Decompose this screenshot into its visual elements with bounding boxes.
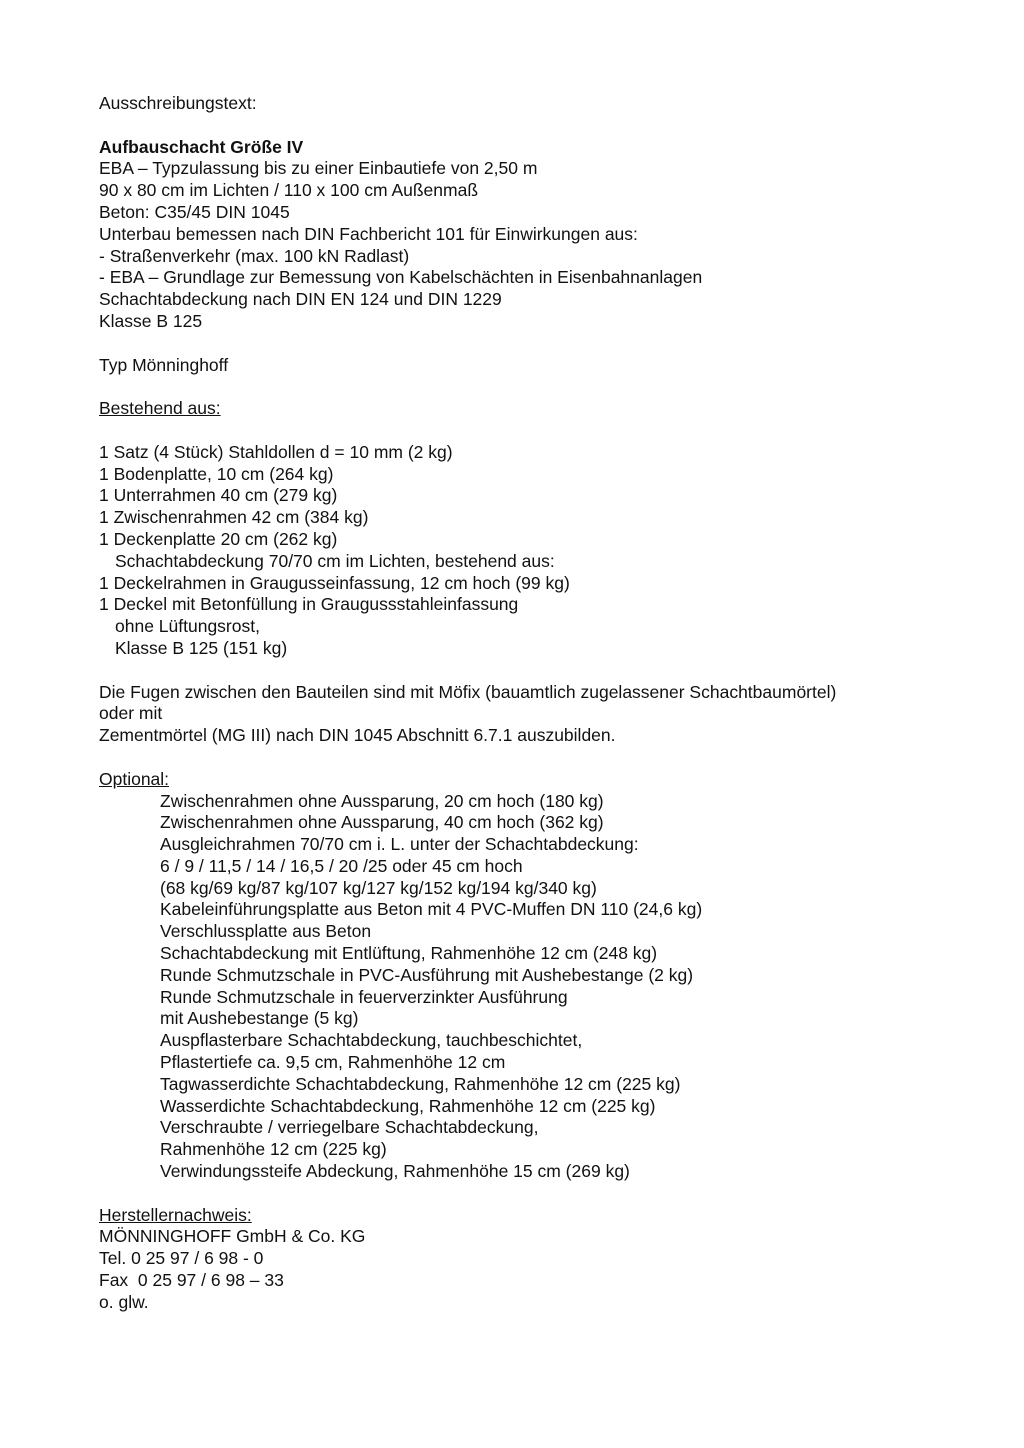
- optional-item: Runde Schmutzschale in feuerverzinkter Ausführung: [160, 986, 568, 1007]
- optional-item: Schachtabdeckung mit Entlüftung, Rahmenhöhe 12 cm (248 kg): [160, 943, 658, 964]
- optional-item: Verschlussplatte aus Beton: [160, 921, 372, 942]
- optional-item: mit Aushebestange (5 kg): [160, 1008, 359, 1029]
- spec-line: Klasse B 125: [99, 310, 203, 331]
- spec-line: EBA – Typzulassung bis zu einer Einbautiefe von 2,50 m: [99, 158, 538, 179]
- spec-line: 90 x 80 cm im Lichten / 110 x 100 cm Außenmaß: [99, 180, 479, 201]
- component-item: Schachtabdeckung 70/70 cm im Lichten, bestehend aus:: [115, 550, 555, 571]
- manufacturer-line: Tel. 0 25 97 / 6 98 - 0: [99, 1248, 264, 1269]
- joints-line: Zementmörtel (MG III) nach DIN 1045 Abschnitt 6.7.1 auszubilden.: [99, 725, 616, 746]
- optional-item: Ausgleichrahmen 70/70 cm i. L. unter der Schachtabdeckung:: [160, 834, 639, 855]
- spec-line: - Straßenverkehr (max. 100 kN Radlast): [99, 245, 410, 266]
- manufacturer-line: Fax 0 25 97 / 6 98 – 33: [99, 1270, 284, 1291]
- document-page: [99, 93, 979, 1314]
- optional-item: Zwischenrahmen ohne Aussparung, 40 cm hoch (362 kg): [160, 812, 604, 833]
- optional-heading: Optional:: [99, 768, 170, 789]
- optional-item: Pflastertiefe ca. 9,5 cm, Rahmenhöhe 12 cm: [160, 1052, 506, 1073]
- intro-label: Ausschreibungstext:: [99, 93, 257, 113]
- spec-line: Unterbau bemessen nach DIN Fachbericht 101 für Einwirkungen aus:: [99, 223, 638, 244]
- type-line: Typ Mönninghoff: [99, 354, 229, 375]
- optional-item: 6 / 9 / 11,5 / 14 / 16,5 / 20 /25 oder 45 cm hoch: [160, 855, 523, 876]
- component-item: Klasse B 125 (151 kg): [115, 637, 288, 658]
- components-heading: Bestehend aus:: [99, 398, 221, 419]
- spacer: [99, 420, 979, 442]
- optional-item: Rahmenhöhe 12 cm (225 kg): [160, 1139, 387, 1160]
- optional-item: Zwischenrahmen ohne Aussparung, 20 cm hoch (180 kg): [160, 790, 604, 811]
- spec-line: - EBA – Grundlage zur Bemessung von Kabelschächten in Eisenbahnanlagen: [99, 267, 703, 288]
- spec-line: Beton: C35/45 DIN 1045: [99, 201, 290, 222]
- component-item: 1 Satz (4 Stück) Stahldollen d = 10 mm (2 kg): [99, 441, 453, 462]
- spacer: [99, 376, 979, 398]
- optional-item: Kabeleinführungsplatte aus Beton mit 4 PVC-Muffen DN 110 (24,6 kg): [160, 899, 703, 920]
- component-item: 1 Unterrahmen 40 cm (279 kg): [99, 485, 338, 506]
- spacer: [99, 115, 979, 137]
- joints-line: Die Fugen zwischen den Bauteilen sind mit Möfix (bauamtlich zugelassener Schachtbaumörtel): [99, 681, 837, 702]
- component-item: 1 Deckelrahmen in Graugusseinfassung, 12 cm hoch (99 kg): [99, 572, 570, 593]
- manufacturer-line: o. glw.: [99, 1291, 149, 1312]
- optional-item: Auspflasterbare Schachtabdeckung, tauchbeschichtet,: [160, 1030, 583, 1051]
- spacer: [99, 660, 979, 682]
- component-item: 1 Zwischenrahmen 42 cm (384 kg): [99, 507, 369, 528]
- optional-item: (68 kg/69 kg/87 kg/107 kg/127 kg/152 kg/194 kg/340 kg): [160, 877, 597, 898]
- component-item: 1 Deckenplatte 20 cm (262 kg): [99, 528, 338, 549]
- optional-item: Tagwasserdichte Schachtabdeckung, Rahmenhöhe 12 cm (225 kg): [160, 1073, 681, 1094]
- document-title: Aufbauschacht Größe IV: [99, 136, 304, 157]
- component-item: 1 Bodenplatte, 10 cm (264 kg): [99, 463, 334, 484]
- component-item: ohne Lüftungsrost,: [115, 616, 260, 637]
- optional-item: Wasserdichte Schachtabdeckung, Rahmenhöhe 12 cm (225 kg): [160, 1095, 656, 1116]
- optional-item: Runde Schmutzschale in PVC-Ausführung mit Aushebestange (2 kg): [160, 964, 694, 985]
- optional-item: Verschraubte / verriegelbare Schachtabdeckung,: [160, 1117, 539, 1138]
- optional-item: Verwindungssteife Abdeckung, Rahmenhöhe 15 cm (269 kg): [160, 1161, 630, 1182]
- spacer: [99, 1183, 979, 1205]
- manufacturer-heading: Herstellernachweis:: [99, 1204, 252, 1225]
- spacer: [99, 333, 979, 355]
- joints-line: oder mit: [99, 703, 163, 724]
- spec-line: Schachtabdeckung nach DIN EN 124 und DIN 1229: [99, 289, 502, 310]
- manufacturer-line: MÖNNINGHOFF GmbH & Co. KG: [99, 1226, 366, 1247]
- spacer: [99, 747, 979, 769]
- component-item: 1 Deckel mit Betonfüllung in Graugussstahleinfassung: [99, 594, 519, 615]
